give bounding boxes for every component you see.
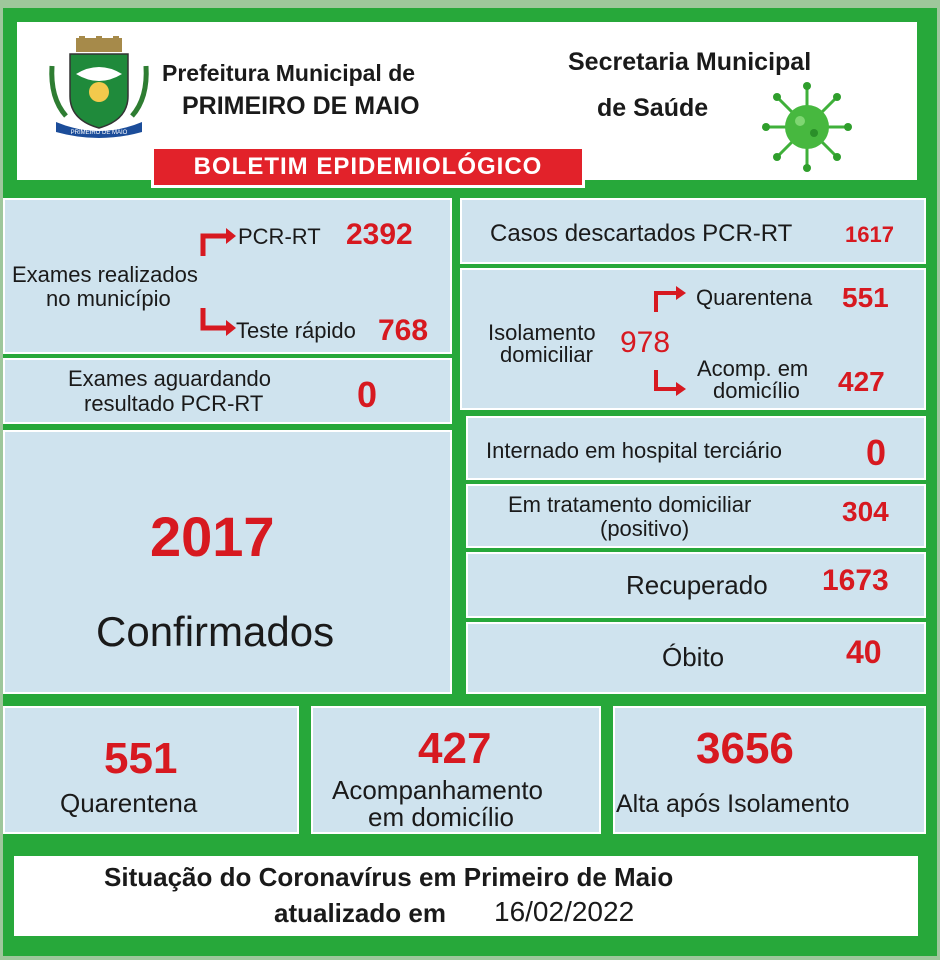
prefeitura-line1: Prefeitura Municipal de [162, 60, 416, 86]
boletim-banner: BOLETIM EPIDEMIOLÓGICO [151, 146, 585, 188]
obito-value: 40 [846, 634, 882, 670]
teste-rapido-label: Teste rápido [236, 318, 356, 343]
secretaria-line1: Secretaria Municipal [568, 48, 812, 76]
arrow-up-right-icon [198, 226, 238, 258]
footer-date: 16/02/2022 [494, 896, 635, 927]
prefeitura-line2: PRIMEIRO DE MAIO [182, 92, 420, 120]
aguardando-label-line2: resultado PCR-RT [84, 391, 264, 416]
footer-line1: Situação do Coronavírus em Primeiro de Maio [104, 862, 674, 892]
bottom-acomp-line1: Acompanhamento [332, 775, 544, 805]
internado-label: Internado em hospital terciário [486, 438, 782, 463]
acomp-label-line1: Acomp. em [697, 356, 809, 381]
internado-value: 0 [866, 432, 887, 473]
acomp-label-line2: domicílio [713, 378, 800, 403]
isolamento-label-line2: domiciliar [500, 342, 593, 367]
quarentena-value: 551 [842, 282, 889, 313]
bottom-acomp-line2: em domicílio [368, 802, 514, 832]
virus-icon [760, 80, 854, 174]
confirmados-label: Confirmados [96, 608, 335, 655]
exames-label-line1: Exames realizados [12, 262, 198, 287]
coat-of-arms-icon [46, 36, 152, 142]
arrow-down-right-icon [652, 370, 688, 398]
aguardando-label-line1: Exames aguardando [68, 366, 272, 391]
isolamento-value: 978 [620, 326, 671, 359]
descartados-label: Casos descartados PCR-RT [490, 220, 793, 247]
aguardando-value: 0 [357, 374, 378, 415]
descartados-value: 1617 [845, 222, 894, 247]
tratamento-label-line2: (positivo) [600, 516, 690, 541]
acomp-value: 427 [838, 366, 885, 397]
bottom-quarentena-value: 551 [104, 734, 178, 783]
bottom-acomp-value: 427 [418, 724, 492, 773]
teste-rapido-value: 768 [378, 314, 429, 347]
pcr-label: PCR-RT [238, 224, 321, 249]
bottom-alta-value: 3656 [696, 724, 794, 773]
arrow-down-right-icon [198, 308, 238, 338]
isolamento-label-line1: Isolamento [488, 320, 596, 345]
footer-line2-prefix: atualizado em [274, 898, 446, 928]
secretaria-line2: de Saúde [597, 94, 709, 122]
pcr-value: 2392 [346, 218, 413, 251]
arrow-up-right-icon [652, 284, 688, 314]
tratamento-value: 304 [842, 496, 889, 527]
coat-of-arms-ribbon-text: PRIMEIRO DE MAIO [70, 130, 128, 136]
tratamento-label-line1: Em tratamento domiciliar [508, 492, 752, 517]
recuperado-label: Recuperado [626, 570, 768, 600]
exames-label-line2: no município [46, 286, 171, 311]
obito-label: Óbito [662, 642, 725, 672]
recuperado-value: 1673 [822, 564, 889, 597]
quarentena-label: Quarentena [696, 285, 813, 310]
bottom-alta-label: Alta após Isolamento [616, 790, 850, 818]
confirmados-value: 2017 [150, 505, 275, 568]
bottom-quarentena-label: Quarentena [60, 788, 198, 818]
